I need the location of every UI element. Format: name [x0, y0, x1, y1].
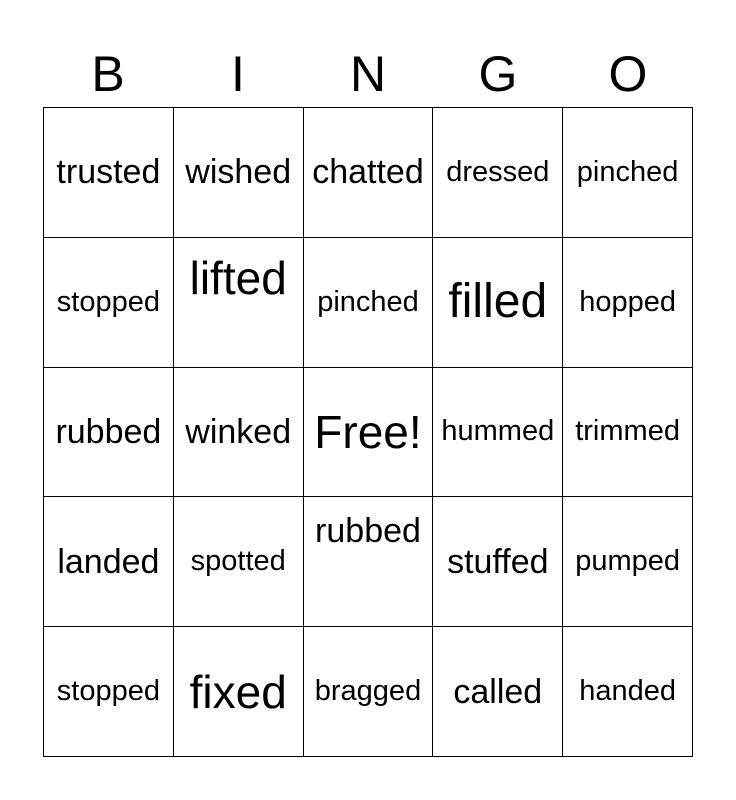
cell-word: stopped — [56, 675, 160, 708]
bingo-cell[interactable] — [44, 368, 174, 498]
cell-word: pinched — [576, 155, 679, 188]
header-letter-i: I — [231, 46, 245, 102]
bingo-cell[interactable] — [563, 108, 693, 238]
bingo-cell[interactable] — [174, 497, 304, 627]
cell-word: rubbed — [315, 512, 421, 551]
cell-word: filled — [448, 275, 548, 329]
bingo-cell[interactable] — [433, 497, 563, 627]
cell-word: winked — [185, 412, 292, 451]
header-letter-n: N — [349, 46, 387, 102]
bingo-cell[interactable] — [174, 238, 304, 368]
bingo-board — [43, 107, 693, 757]
cell-word: handed — [579, 675, 676, 708]
cell-word: trusted — [56, 153, 161, 192]
cell-word: called — [453, 672, 543, 711]
bingo-cell[interactable] — [304, 108, 434, 238]
bingo-cell[interactable] — [174, 108, 304, 238]
bingo-cell[interactable] — [433, 238, 563, 368]
bingo-cell[interactable] — [174, 627, 304, 757]
header-letter-o: O — [608, 46, 648, 102]
bingo-cell[interactable] — [44, 497, 174, 627]
free-space-label: Free! — [314, 405, 422, 458]
cell-word: trimmed — [575, 415, 680, 448]
bingo-cell[interactable] — [563, 238, 693, 368]
cell-word: fixed — [189, 665, 287, 718]
cell-word: pinched — [317, 285, 419, 318]
bingo-header — [43, 40, 693, 108]
bingo-cell[interactable] — [304, 497, 434, 627]
bingo-cell[interactable] — [563, 368, 693, 498]
cell-word: landed — [57, 542, 160, 581]
free-space-cell[interactable] — [304, 368, 434, 498]
cell-word: stopped — [56, 285, 160, 318]
cell-word: hummed — [441, 415, 555, 448]
bingo-cell[interactable] — [304, 627, 434, 757]
cell-word: hopped — [579, 285, 676, 318]
cell-word: wished — [185, 153, 292, 192]
bingo-cell[interactable] — [433, 368, 563, 498]
bingo-cell[interactable] — [44, 627, 174, 757]
bingo-cell[interactable] — [433, 108, 563, 238]
cell-word: spotted — [190, 545, 286, 578]
bingo-cell[interactable] — [433, 627, 563, 757]
bingo-cell[interactable] — [174, 368, 304, 498]
bingo-cell[interactable] — [44, 108, 174, 238]
cell-word: rubbed — [55, 412, 162, 451]
cell-word: lifted — [189, 251, 287, 304]
cell-word: stuffed — [447, 542, 549, 581]
bingo-cell[interactable] — [44, 238, 174, 368]
cell-word: pumped — [575, 545, 680, 578]
header-letter-g: G — [478, 46, 518, 102]
cell-word: dressed — [446, 155, 550, 188]
cell-word: chatted — [312, 153, 424, 192]
bingo-cell[interactable] — [563, 627, 693, 757]
bingo-cell[interactable] — [563, 497, 693, 627]
header-letter-b: B — [91, 46, 125, 102]
bingo-cell[interactable] — [304, 238, 434, 368]
cell-word: bragged — [314, 675, 422, 708]
